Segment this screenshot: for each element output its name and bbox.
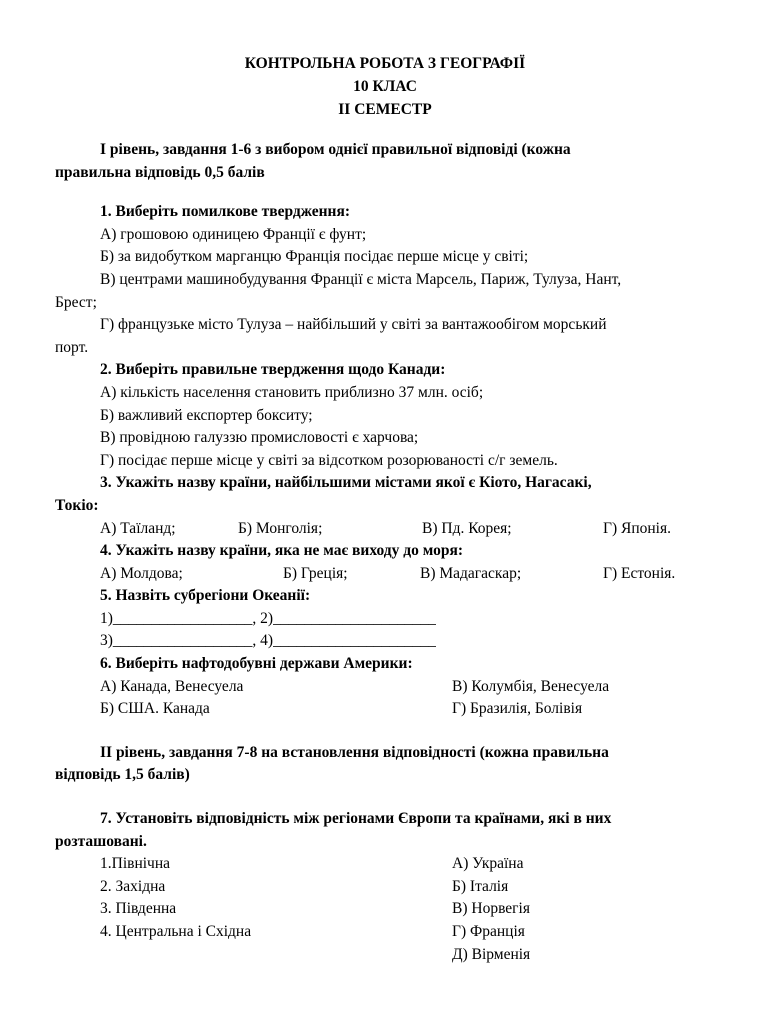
- q7-match-row: [55, 944, 715, 967]
- q6-option-d: Г) Бразилія, Болівія: [452, 700, 583, 718]
- q7-region: 3. Південна: [100, 900, 177, 918]
- q6-options-row-2: [55, 698, 715, 721]
- q4-option-d: Г) Естонія.: [603, 564, 676, 582]
- q2-question: 2. Виберіть правильне твердження щодо Канади:: [100, 361, 446, 379]
- q7-region: [100, 944, 452, 967]
- q1-option-b: Б) за видобутком марганцю Франція посідає перше місце у світі;: [100, 248, 529, 266]
- semester-label: ІІ СЕМЕСТР: [338, 101, 432, 118]
- q7-country: В) Норвегія: [452, 900, 530, 918]
- q1-option-c-cont: Брест;: [55, 293, 97, 311]
- q5-answer-line-2: 3)__________________, 4)_____________________: [100, 632, 436, 650]
- q6-option-b: Б) США. Канада: [100, 700, 210, 718]
- q3-options: [55, 518, 715, 541]
- q7-country: Б) Італія: [452, 877, 509, 895]
- q2-option-a: А) кількість населення становить приблизно 37 млн. осіб;: [100, 383, 484, 401]
- q7-country: Г) Франція: [452, 923, 525, 940]
- q7-question: 7. Установіть відповідність між регіонами Європи та країнами, які в них: [100, 810, 612, 828]
- q7-match-row: [55, 898, 715, 921]
- q5-question: 5. Назвіть субрегіони Океанії:: [100, 587, 311, 605]
- q7-country: Д) Вірменія: [452, 945, 531, 963]
- q2-option-c: В) провідною галуззю промисловості є харчова;: [100, 429, 419, 447]
- q7-country: А) Україна: [452, 855, 524, 873]
- q1-option-d-cont: порт.: [55, 338, 89, 356]
- q6-options-row-1: [55, 676, 715, 699]
- level1-intro-cont: правильна відповідь 0,5 балів: [55, 163, 265, 181]
- q4-question: 4. Укажіть назву країни, яка не має виходу до моря:: [100, 542, 464, 560]
- q1-question: 1. Виберіть помилкове твердження:: [100, 203, 351, 221]
- q7-match-row: [55, 876, 715, 899]
- q3-option-b: Б) Монголія;: [238, 519, 323, 537]
- q7-region: 1.Північна: [100, 855, 171, 873]
- q1-option-c: В) центрами машинобудування Франції є міста Марсель, Париж, Тулуза, Нант,: [100, 270, 622, 288]
- q4-option-b: Б) Греція;: [283, 564, 348, 582]
- q2-option-d: Г) посідає перше місце у світі за відсотком розорюваності с/г земель.: [100, 451, 558, 469]
- q4-option-c: В) Мадагаскар;: [420, 564, 522, 582]
- q7-match-row: [55, 853, 715, 876]
- q1-option-a: А) грошовою одиницею Франції є фунт;: [100, 225, 367, 243]
- q1-option-d: Г) французьке місто Тулуза – найбільший у світі за вантажообігом морський: [100, 316, 607, 334]
- q3-option-c: В) Пд. Корея;: [422, 519, 512, 537]
- grade-label: 10 КЛАС: [353, 78, 417, 95]
- level2-intro-cont: відповідь 1,5 балів): [55, 766, 190, 784]
- q4-option-a: А) Молдова;: [100, 564, 183, 582]
- level1-intro: І рівень, завдання 1-6 з вибором однієї правильної відповіді (кожна: [100, 141, 571, 158]
- q7-region: 2. Західна: [100, 877, 166, 895]
- q6-option-a: А) Канада, Венесуела: [100, 677, 244, 695]
- q2-option-b: Б) важливий експортер бокситу;: [100, 406, 313, 424]
- q3-question: 3. Укажіть назву країни, найбільшими містами якої є Кіото, Нагасакі,: [100, 474, 592, 492]
- q3-option-a: А) Таїланд;: [100, 519, 176, 537]
- q5-answer-line-1: 1)__________________, 2)_____________________: [100, 609, 436, 627]
- q7-match-row: [55, 921, 715, 944]
- worksheet: [55, 52, 715, 966]
- q7-question-cont: розташовані.: [55, 832, 147, 850]
- q6-question: 6. Виберіть нафтодобувні держави Америки:: [100, 655, 413, 673]
- q6-option-c: В) Колумбія, Венесуела: [452, 677, 610, 695]
- q4-options: [55, 563, 715, 586]
- q7-region: 4. Центральна і Східна: [100, 923, 252, 940]
- q3-question-cont: Токіо:: [55, 496, 99, 514]
- level2-intro: ІІ рівень, завдання 7-8 на встановлення відповідності (кожна правильна: [100, 743, 609, 761]
- q3-option-d: Г) Японія.: [603, 519, 671, 537]
- worksheet-title: КОНТРОЛЬНА РОБОТА З ГЕОГРАФІЇ: [244, 55, 526, 72]
